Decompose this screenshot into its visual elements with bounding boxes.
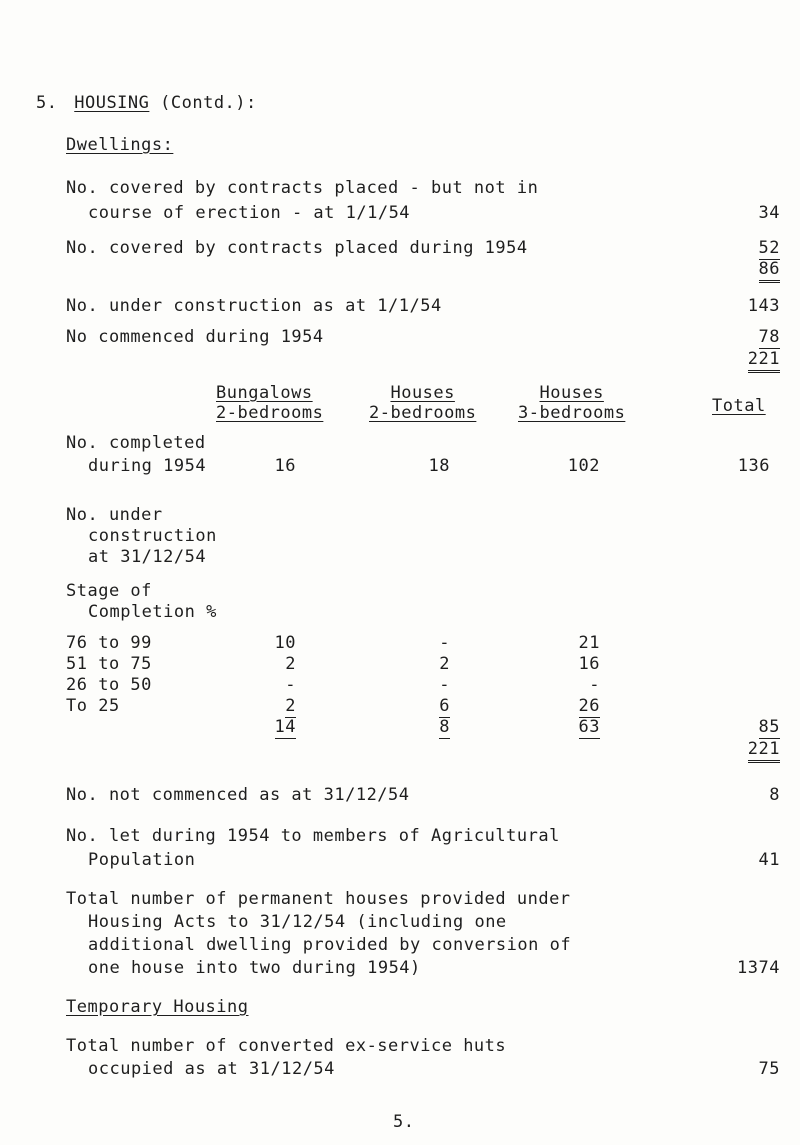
header-houses-3bed-line-1: Houses xyxy=(539,383,604,403)
stage-label-1: Stage of xyxy=(66,581,152,601)
stage-cell-houses-3bed: 21 xyxy=(578,633,600,653)
stage-cell-houses-2bed: 2 xyxy=(439,654,450,674)
section-title: HOUSING xyxy=(74,93,150,113)
let-agricultural-line-1: No. let during 1954 to members of Agricultural xyxy=(66,826,560,846)
stage-cell-houses-2bed: - xyxy=(439,675,450,695)
stage-cell-houses-3bed: - xyxy=(589,675,600,695)
permanent-line-2: Housing Acts to 31/12/54 (including one xyxy=(88,912,507,932)
grand-total: 221 xyxy=(720,739,780,759)
subtotal-houses-3bed: 63 xyxy=(578,717,600,737)
header-houses-2bed xyxy=(369,383,476,423)
header-total: Total xyxy=(712,396,766,416)
completed-bungalows: 16 xyxy=(274,456,296,476)
stage-cell-houses-3bed: 26 xyxy=(578,696,600,716)
contracts-value-2: 52 xyxy=(758,238,780,258)
header-houses-2bed-line-2: 2-bedrooms xyxy=(369,403,477,423)
stage-cell-houses-3bed: 16 xyxy=(578,654,600,674)
section-title-suffix: (Contd.): xyxy=(160,93,257,113)
stage-cell-bungalows: 2 xyxy=(285,696,296,716)
permanent-line-1: Total number of permanent houses provided under xyxy=(66,889,571,909)
completed-label-1: No. completed xyxy=(66,433,206,453)
page-number: 5. xyxy=(393,1112,415,1132)
temporary-value: 75 xyxy=(758,1059,780,1079)
under-label-2: construction xyxy=(88,526,217,546)
not-commenced-value: 8 xyxy=(769,785,780,805)
stage-row: 76 to 99 xyxy=(66,633,152,653)
stage-cell-bungalows: - xyxy=(285,675,296,695)
construction-value-2: 78 xyxy=(758,327,780,347)
subtotal-bungalows: 14 xyxy=(274,717,296,737)
completed-label-2: during 1954 xyxy=(88,456,207,476)
permanent-line-3: additional dwelling provided by conversion of xyxy=(88,935,572,955)
section-heading xyxy=(36,93,257,113)
stage-cell-bungalows: 2 xyxy=(285,654,296,674)
let-agricultural-line-2: Population xyxy=(88,850,196,870)
construction-line-2: No commenced during 1954 xyxy=(66,327,324,347)
total-under-construction: 85 xyxy=(758,717,780,737)
stage-row: 26 to 50 xyxy=(66,675,152,695)
stage-cell-houses-2bed: - xyxy=(439,633,450,653)
header-houses-3bed xyxy=(518,383,625,423)
construction-line-1: No. under construction as at 1/1/54 xyxy=(66,296,442,316)
header-bungalows-line-1: Bungalows xyxy=(216,383,313,403)
header-bungalows-line-2: 2-bedrooms xyxy=(216,403,324,423)
stage-label-2: Completion % xyxy=(88,602,217,622)
contracts-total: 86 xyxy=(720,259,780,279)
completed-total: 136 xyxy=(737,456,770,476)
completed-houses-3bed: 102 xyxy=(567,456,600,476)
construction-value-1: 143 xyxy=(747,296,780,316)
stage-row: 51 to 75 xyxy=(66,654,152,674)
under-label-3: at 31/12/54 xyxy=(88,547,207,567)
not-commenced-label: No. not commenced as at 31/12/54 xyxy=(66,785,410,805)
contracts-value-1: 34 xyxy=(758,203,780,223)
header-houses-3bed-line-2: 3-bedrooms xyxy=(518,403,626,423)
permanent-line-4: one house into two during 1954) xyxy=(88,958,421,978)
under-label-1: No. under xyxy=(66,505,163,525)
stage-row: To 25 xyxy=(66,696,120,716)
contracts-line-1b: course of erection - at 1/1/54 xyxy=(88,203,411,223)
section-number: 5. xyxy=(36,93,58,113)
subtotal-houses-2bed: 8 xyxy=(439,717,450,737)
permanent-value: 1374 xyxy=(737,958,780,978)
completed-houses-2bed: 18 xyxy=(428,456,450,476)
temporary-line-2: occupied as at 31/12/54 xyxy=(88,1059,335,1079)
stage-cell-houses-2bed: 6 xyxy=(439,696,450,716)
construction-total: 221 xyxy=(720,349,780,369)
contracts-line-2: No. covered by contracts placed during 1954 xyxy=(66,238,528,258)
dwellings-label: Dwellings: xyxy=(66,135,174,155)
header-bungalows xyxy=(216,383,323,423)
temporary-line-1: Total number of converted ex-service huts xyxy=(66,1036,507,1056)
let-agricultural-value: 41 xyxy=(758,850,780,870)
contracts-line-1a: No. covered by contracts placed - but not in xyxy=(66,178,539,198)
header-houses-2bed-line-1: Houses xyxy=(390,383,455,403)
temporary-heading: Temporary Housing xyxy=(66,997,249,1017)
stage-cell-bungalows: 10 xyxy=(274,633,296,653)
